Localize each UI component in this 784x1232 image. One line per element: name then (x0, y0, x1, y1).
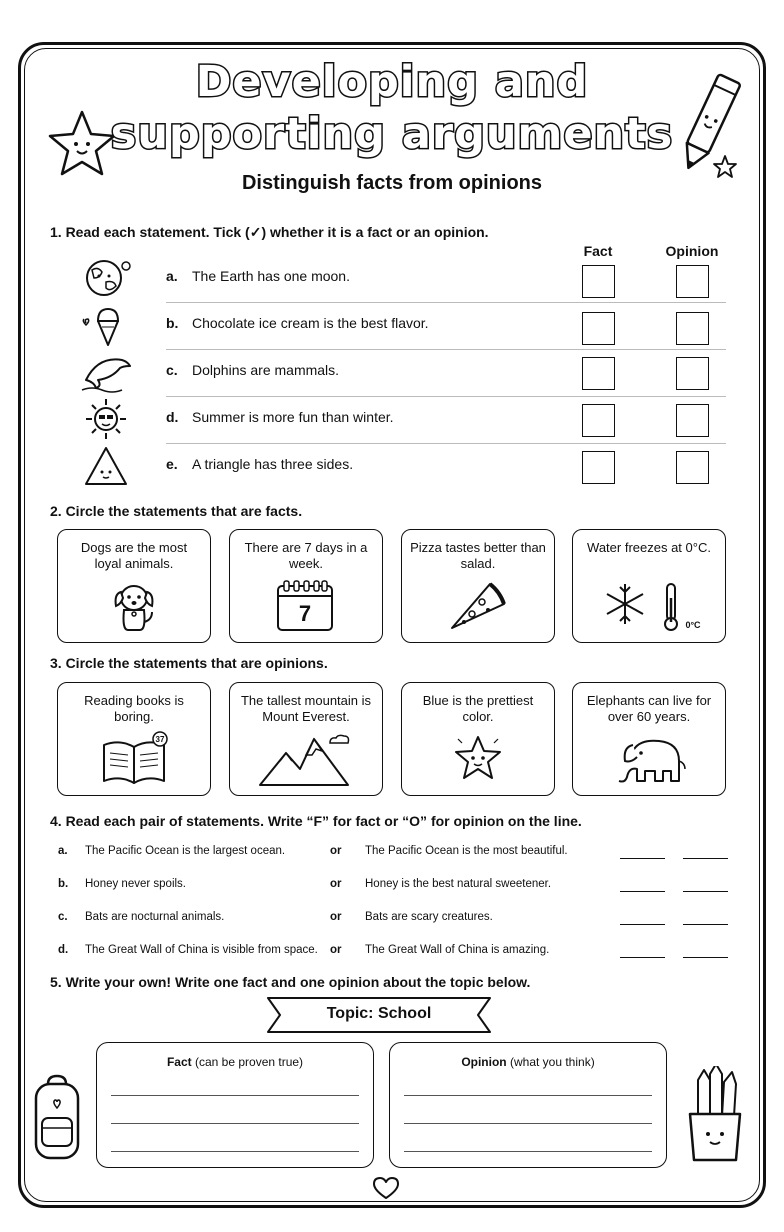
opinion-checkbox-e[interactable] (676, 451, 709, 484)
page-subtitle: Distinguish facts from opinions (241, 172, 542, 194)
sun-icon (78, 397, 134, 441)
opinion-box-label: Opinion (what you think) (461, 1055, 595, 1069)
opinion-card-reading[interactable] (57, 682, 211, 796)
pair-statement-a: Bats are nocturnal animals. (85, 911, 225, 923)
answer-line-b[interactable] (683, 924, 728, 925)
mountain-icon (256, 731, 358, 789)
question-2-heading: 2. Circle the statements that are facts. (50, 503, 303, 519)
or-label: or (330, 878, 342, 890)
opinion-checkbox-d[interactable] (676, 404, 709, 437)
dolphin-icon (78, 350, 134, 394)
fact-checkbox-c[interactable] (582, 357, 615, 390)
statement-letter: e. (166, 456, 178, 472)
statement-text: A triangle has three sides. (192, 456, 354, 472)
fact-card-pizza[interactable] (401, 529, 555, 643)
heart-icon (372, 1176, 400, 1200)
earth-icon (78, 256, 134, 300)
card-text: Elephants can live for over 60 years. (586, 693, 712, 724)
writing-line[interactable] (111, 1095, 359, 1096)
answer-line-b[interactable] (683, 957, 728, 958)
or-label: or (330, 911, 342, 923)
pair-statement-a: Honey never spoils. (85, 878, 186, 890)
answer-line-b[interactable] (683, 891, 728, 892)
question-1-heading: 1. Read each statement. Tick (✓) whether it is a fact or an opinion. (50, 224, 489, 240)
fact-checkbox-e[interactable] (582, 451, 615, 484)
answer-line-a[interactable] (620, 858, 665, 859)
pair-statement-a: The Great Wall of China is visible from space. (85, 944, 318, 956)
statement-text: The Earth has one moon. (192, 268, 350, 284)
question-5-heading: 5. Write your own! Write one fact and one opinion about the topic below. (50, 974, 531, 990)
pair-row (58, 878, 734, 902)
card-text: Reading books is boring. (84, 693, 184, 724)
statement-letter: d. (166, 409, 179, 425)
writing-line[interactable] (404, 1123, 652, 1124)
page-title-line1: Developing and (195, 57, 589, 107)
fact-card-days[interactable] (229, 529, 383, 643)
writing-line[interactable] (111, 1123, 359, 1124)
topic-label: Topic: School (326, 1005, 432, 1022)
opinion-writing-box[interactable] (389, 1042, 667, 1168)
answer-line-a[interactable] (620, 891, 665, 892)
fact-column-header: Fact (583, 243, 613, 259)
statement-text: Summer is more fun than winter. (192, 409, 394, 425)
or-label: or (330, 944, 342, 956)
pair-letter: a. (58, 845, 68, 857)
statement-letter: c. (166, 362, 178, 378)
writing-line[interactable] (111, 1151, 359, 1152)
statement-row (166, 256, 726, 303)
calendar-number: 7 (298, 601, 312, 626)
opinion-card-blue[interactable] (401, 682, 555, 796)
opinion-column-header: Opinion (665, 243, 719, 259)
snowflake-thermometer-icon (603, 578, 703, 638)
elephant-icon (611, 731, 691, 789)
opinion-checkbox-a[interactable] (676, 265, 709, 298)
fact-writing-box[interactable] (96, 1042, 374, 1168)
thermometer-label: 0°C (685, 620, 701, 630)
small-star-icon (712, 154, 738, 180)
or-label: or (330, 845, 342, 857)
card-text: There are 7 days in a week. (244, 540, 368, 571)
pair-statement-a: The Pacific Ocean is the largest ocean. (85, 845, 286, 857)
triangle-icon (78, 444, 134, 488)
answer-line-b[interactable] (683, 858, 728, 859)
opinion-card-mountain[interactable] (229, 682, 383, 796)
pair-letter: b. (58, 878, 69, 890)
book-icon (98, 731, 174, 787)
statement-text: Dolphins are mammals. (192, 362, 340, 378)
pair-statement-b: Bats are scary creatures. (365, 911, 493, 923)
statement-text: Chocolate ice cream is the best flavor. (192, 315, 429, 331)
star-icon (450, 731, 506, 787)
card-text: Pizza tastes better than salad. (410, 540, 546, 571)
backpack-icon (28, 1074, 86, 1162)
card-text: Blue is the prettiest color. (422, 693, 534, 724)
opinion-checkbox-c[interactable] (676, 357, 709, 390)
opinion-card-elephant[interactable] (572, 682, 726, 796)
answer-line-a[interactable] (620, 924, 665, 925)
pencil-cup-icon (684, 1066, 746, 1164)
opinion-checkbox-b[interactable] (676, 312, 709, 345)
card-text: Water freezes at 0°C. (587, 540, 711, 555)
fact-box-label: Fact (can be proven true) (166, 1055, 304, 1069)
pair-row (58, 944, 734, 968)
pair-row (58, 911, 734, 935)
pair-statement-b: Honey is the best natural sweetener. (365, 878, 552, 890)
question-3-heading: 3. Circle the statements that are opinions. (50, 655, 328, 671)
dog-icon (106, 578, 162, 634)
pair-statement-b: The Pacific Ocean is the most beautiful. (365, 845, 568, 857)
pizza-icon (446, 578, 510, 634)
statement-row (166, 303, 726, 350)
pair-letter: d. (58, 944, 69, 956)
statement-row (166, 397, 726, 444)
book-badge: 37 (155, 735, 165, 744)
page-title-line2: supporting arguments (110, 109, 674, 159)
statement-row (166, 350, 726, 397)
fact-card-dogs[interactable] (57, 529, 211, 643)
card-text: Dogs are the most loyal animals. (80, 540, 188, 571)
pair-statement-b: The Great Wall of China is amazing. (365, 944, 550, 956)
statement-letter: b. (166, 315, 179, 331)
writing-line[interactable] (404, 1151, 652, 1152)
fact-checkbox-b[interactable] (582, 312, 615, 345)
statement-letter: a. (166, 268, 178, 284)
pair-letter: c. (58, 911, 68, 923)
fact-card-water[interactable] (572, 529, 726, 643)
fact-checkbox-a[interactable] (582, 265, 615, 298)
calendar-icon (274, 578, 336, 634)
statement-row (166, 444, 726, 491)
ice-cream-icon (78, 303, 134, 347)
answer-line-a[interactable] (620, 957, 665, 958)
pair-row (58, 845, 734, 869)
card-text: The tallest mountain is Mount Everest. (240, 693, 372, 724)
question-4-heading: 4. Read each pair of statements. Write “F” for fact or “O” for opinion on the line. (50, 813, 582, 829)
fact-checkbox-d[interactable] (582, 404, 615, 437)
writing-line[interactable] (404, 1095, 652, 1096)
